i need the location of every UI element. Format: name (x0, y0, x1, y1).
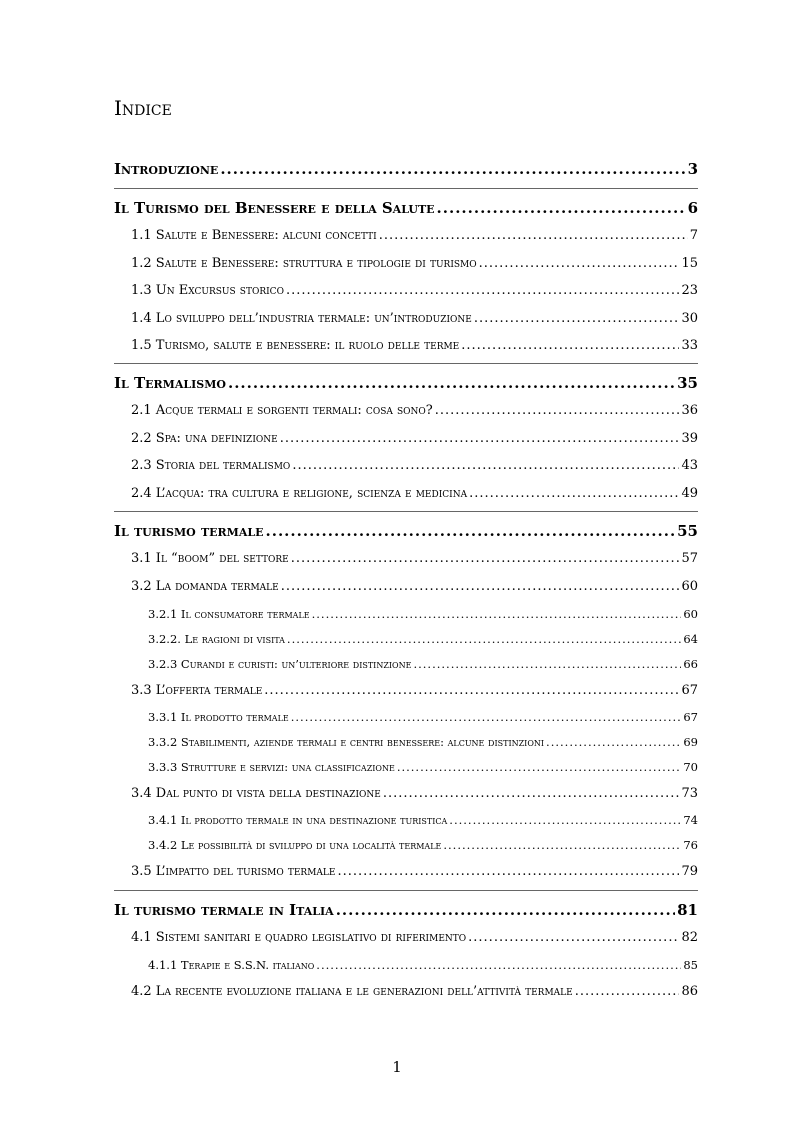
chapter-divider (114, 188, 698, 189)
toc-entry-page: 76 (683, 838, 698, 852)
toc-dot-leader (469, 486, 679, 501)
toc-entry-page: 49 (681, 486, 698, 501)
toc-entry-title: 4.1 Sistemi sanitari e quadro legislativo di riferimento (131, 930, 467, 945)
toc-dot-leader (316, 958, 681, 972)
toc-dot-leader (287, 632, 681, 646)
toc-entry-subsection[interactable] (148, 760, 698, 774)
toc-dot-leader (286, 283, 680, 298)
toc-entry-page: 7 (689, 228, 698, 243)
toc-entry-section[interactable] (131, 984, 698, 999)
toc-entry-page: 60 (683, 607, 698, 621)
toc-entry-title: 3.3.3 Strutture e servizi: una classificazione (148, 760, 395, 774)
toc-dot-leader (292, 458, 679, 473)
toc-entry-chapter[interactable] (114, 901, 698, 919)
toc-entry-title: 1.3 Un Excursus storico (131, 283, 284, 298)
toc-dot-leader (379, 228, 688, 243)
toc-entry-title: Il turismo termale in Italia (114, 901, 334, 919)
toc-entry-page: 33 (681, 338, 698, 353)
toc-dot-leader (228, 374, 675, 392)
chapter-divider (114, 363, 698, 364)
toc-entry-section[interactable] (131, 338, 698, 353)
toc-dot-leader (336, 901, 675, 919)
toc-entry-title: 3.1 Il “boom” del settore (131, 551, 289, 566)
toc-dot-leader (546, 735, 681, 749)
toc-entry-chapter[interactable] (114, 374, 698, 392)
toc-entry-subsection[interactable] (148, 710, 698, 724)
toc-dot-leader (474, 311, 680, 326)
page-number: 1 (392, 1058, 402, 1076)
toc-dot-leader (312, 607, 682, 621)
toc-entry-page: 57 (681, 551, 698, 566)
toc-entry-page: 81 (677, 901, 698, 919)
toc-entry-title: 4.2 La recente evoluzione italiana e le generazioni dell’attività termale (131, 984, 573, 999)
toc-dot-leader (220, 160, 685, 178)
toc-dot-leader (413, 657, 681, 671)
toc-dot-leader (443, 838, 681, 852)
toc-dot-leader (461, 338, 679, 353)
toc-entry-subsection[interactable] (148, 958, 698, 972)
toc-entry-title: 3.4.2 Le possibilità di sviluppo di una località termale (148, 838, 442, 852)
toc-entry-section[interactable] (131, 403, 698, 418)
toc-dot-leader (479, 256, 680, 271)
toc-dot-leader (266, 522, 676, 540)
toc-entry-chapter[interactable] (114, 160, 698, 178)
toc-entry-page: 66 (683, 657, 698, 671)
toc-entry-title: 2.3 Storia del termalismo (131, 458, 291, 473)
toc-entry-section[interactable] (131, 864, 698, 879)
toc-entry-section[interactable] (131, 786, 698, 801)
toc-entry-page: 69 (683, 735, 698, 749)
toc-entry-title: 1.4 Lo sviluppo dell’industria termale: un’introduzione (131, 311, 472, 326)
toc-entry-title: 2.2 Spa: una definizione (131, 431, 278, 446)
toc-entry-title: Il turismo termale (114, 522, 264, 540)
toc-entry-section[interactable] (131, 458, 698, 473)
toc-entry-page: 23 (681, 283, 698, 298)
toc-entry-page: 73 (681, 786, 698, 801)
toc-entry-page: 15 (681, 256, 698, 271)
toc-entry-page: 43 (681, 458, 698, 473)
toc-entry-subsection[interactable] (148, 607, 698, 621)
toc-entry-subsection[interactable] (148, 813, 698, 827)
toc-entry-page: 30 (681, 311, 698, 326)
toc-entry-section[interactable] (131, 256, 698, 271)
toc-dot-leader (383, 786, 680, 801)
toc-entry-title: Introduzione (114, 160, 219, 178)
toc-dot-leader (280, 431, 680, 446)
toc-entry-title: Il Termalismo (114, 374, 226, 392)
toc-dot-leader (291, 710, 682, 724)
toc-entry-title: 3.3.1 Il prodotto termale (148, 710, 289, 724)
toc-entry-page: 3 (687, 160, 698, 178)
toc-entry-title: 1.5 Turismo, salute e benessere: il ruolo delle terme (131, 338, 460, 353)
toc-entry-page: 74 (683, 813, 698, 827)
page-title: Indice (114, 96, 172, 120)
toc-entry-title: 3.3 L’offerta termale (131, 683, 263, 698)
toc-entry-page: 82 (681, 930, 698, 945)
toc-dot-leader (435, 403, 680, 418)
toc-entry-page: 6 (687, 199, 698, 217)
toc-entry-subsection[interactable] (148, 657, 698, 671)
toc-dot-leader (291, 551, 680, 566)
toc-dot-leader (264, 683, 679, 698)
toc-entry-section[interactable] (131, 486, 698, 501)
toc-dot-leader (397, 760, 682, 774)
toc-entry-page: 60 (681, 579, 698, 594)
toc-entry-page: 35 (677, 374, 698, 392)
toc-entry-section[interactable] (131, 283, 698, 298)
toc-dot-leader (437, 199, 686, 217)
toc-entry-chapter[interactable] (114, 199, 698, 217)
toc-entry-section[interactable] (131, 930, 698, 945)
toc-entry-chapter[interactable] (114, 522, 698, 540)
toc-entry-title: 1.1 Salute e Benessere: alcuni concetti (131, 228, 377, 243)
toc-entry-title: 3.2.1 Il consumatore termale (148, 607, 310, 621)
toc-entry-page: 67 (683, 710, 698, 724)
toc-dot-leader (281, 579, 680, 594)
toc-dot-leader (575, 984, 680, 999)
toc-entry-section[interactable] (131, 579, 698, 594)
toc-entry-title: 3.2.2. Le ragioni di visita (148, 632, 285, 646)
toc-entry-page: 85 (683, 958, 698, 972)
toc-entry-page: 79 (681, 864, 698, 879)
toc-entry-page: 86 (681, 984, 698, 999)
toc-entry-title: 2.4 L’acqua: tra cultura e religione, scienza e medicina (131, 486, 468, 501)
chapter-divider (114, 511, 698, 512)
toc-entry-subsection[interactable] (148, 838, 698, 852)
toc-entry-title: 3.5 L’impatto del turismo termale (131, 864, 336, 879)
toc-entry-subsection[interactable] (148, 735, 698, 749)
toc-dot-leader (449, 813, 681, 827)
toc-entry-page: 39 (681, 431, 698, 446)
toc-entry-section[interactable] (131, 431, 698, 446)
toc-entry-section[interactable] (131, 551, 698, 566)
toc-entry-subsection[interactable] (148, 632, 698, 646)
toc-entry-title: 3.2.3 Curandi e curisti: un’ulteriore distinzione (148, 657, 412, 671)
toc-entry-section[interactable] (131, 311, 698, 326)
toc-entry-page: 36 (681, 403, 698, 418)
toc-entry-page: 70 (683, 760, 698, 774)
toc-entry-page: 67 (681, 683, 698, 698)
toc-entry-title: 3.4 Dal punto di vista della destinazione (131, 786, 381, 801)
toc-entry-title: 4.1.1 Terapie e S.S.N. italiano (148, 958, 315, 972)
toc-entry-title: 1.2 Salute e Benessere: struttura e tipologie di turismo (131, 256, 477, 271)
toc-dot-leader (337, 864, 679, 879)
toc-entry-title: 3.2 La domanda termale (131, 579, 279, 594)
toc-entry-title: 2.1 Acque termali e sorgenti termali: cosa sono? (131, 403, 433, 418)
toc-entry-section[interactable] (131, 683, 698, 698)
toc-entry-title: 3.3.2 Stabilimenti, aziende termali e centri benessere: alcune distinzioni (148, 735, 545, 749)
toc-entry-page: 64 (683, 632, 698, 646)
toc-entry-title: 3.4.1 Il prodotto termale in una destinazione turistica (148, 813, 448, 827)
toc-entry-section[interactable] (131, 228, 698, 243)
toc-entry-title: Il Turismo del Benessere e della Salute (114, 199, 435, 217)
toc-entry-page: 55 (677, 522, 698, 540)
chapter-divider (114, 890, 698, 891)
toc-dot-leader (468, 930, 679, 945)
